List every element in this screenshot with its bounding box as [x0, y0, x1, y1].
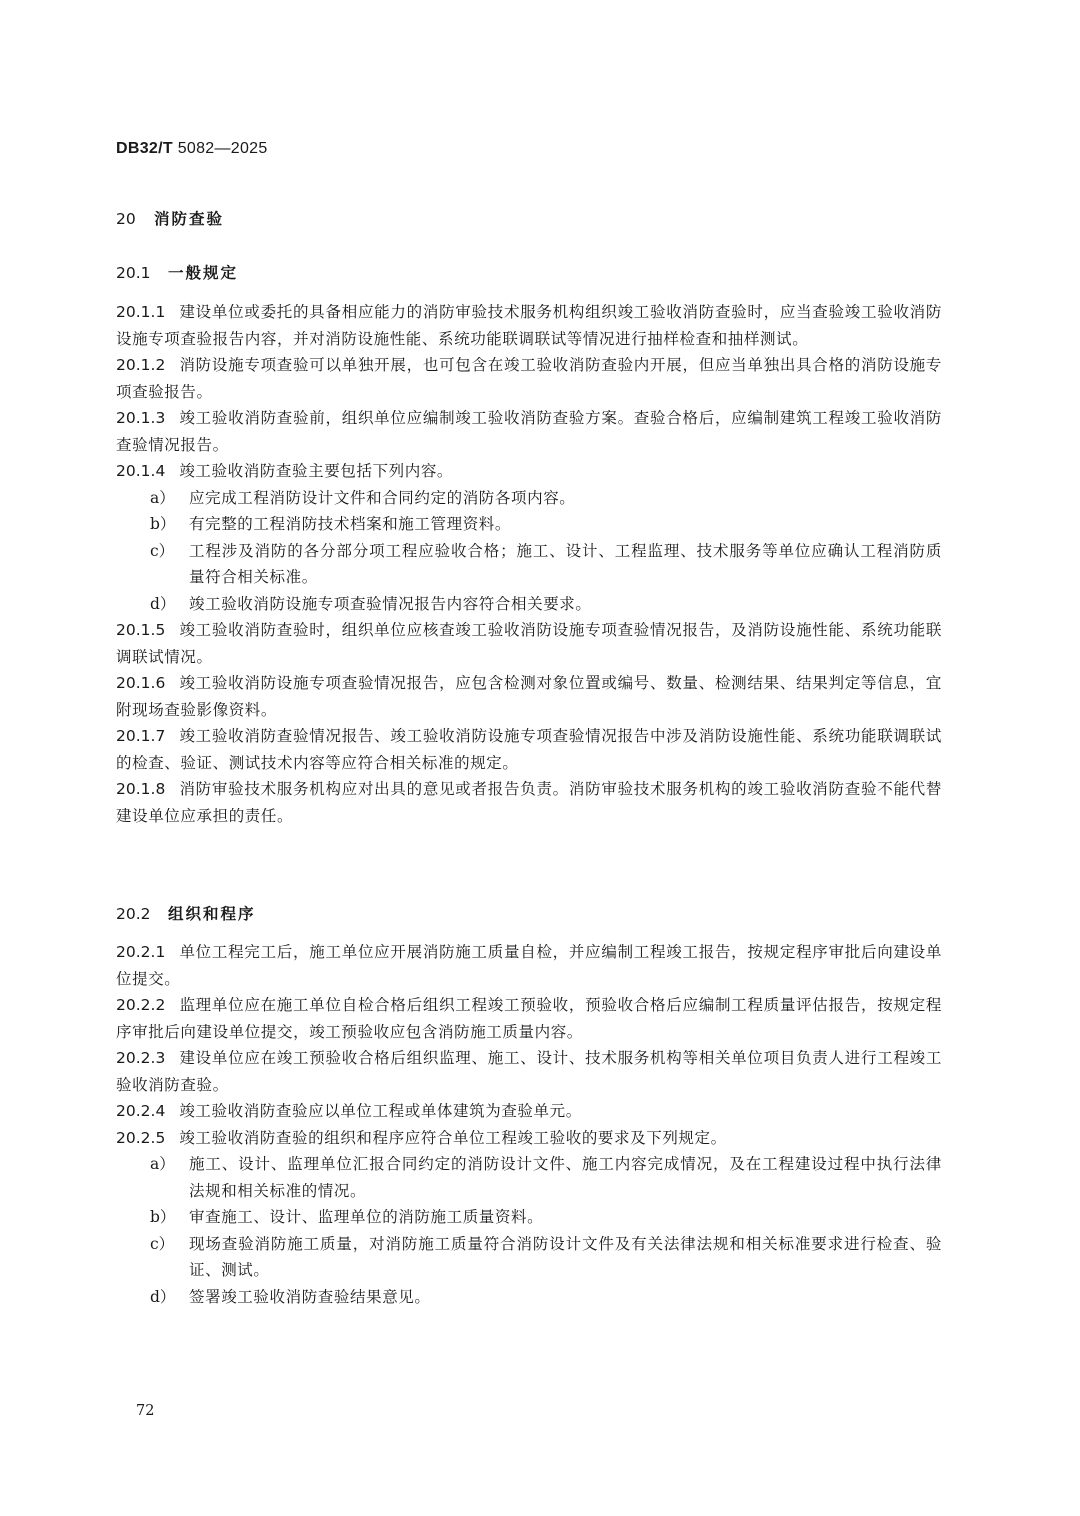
clause-20-2-1: 20.2.1 单位工程完工后，施工单位应开展消防施工质量自检，并应编制工程竣工报告，按规定程序审批后向建设单位提交。 — [116, 943, 942, 988]
clause-20-1-6: 20.1.6 竣工验收消防设施专项查验情况报告，应包含检测对象位置或编号、数量、检测结果、结果判定等信息，宜附现场查验影像资料。 — [116, 674, 942, 719]
list-item: d） 竣工验收消防设施专项查验情况报告内容符合相关要求。 — [150, 594, 592, 613]
list-item: b） 有完整的工程消防技术档案和施工管理资料。 — [150, 515, 512, 533]
page-number: 72 — [136, 1403, 155, 1419]
section-20-2-body — [116, 939, 942, 1310]
list-item: d） 签署竣工验收消防查验结果意见。 — [150, 1287, 431, 1306]
clause-20-1-4: 20.1.4 竣工验收消防查验主要包括下列内容。 — [116, 462, 454, 480]
section-title: 一般规定 — [168, 264, 239, 282]
standard-code-number: 5082—2025 — [177, 140, 268, 157]
list-item: a） 应完成工程消防设计文件和合同约定的消防各项内容。 — [150, 488, 576, 507]
document-page — [116, 0, 942, 1516]
section-20-1-body — [116, 299, 942, 829]
clause-20-1-2: 20.1.2 消防设施专项查验可以单独开展，也可包含在竣工验收消防查验内开展，但应当单独出具合格的消防设施专项查验报告。 — [116, 356, 942, 401]
chapter-title: 消防查验 — [154, 210, 225, 228]
chapter-heading — [116, 207, 224, 229]
section-number: 20.1 — [116, 264, 151, 282]
standard-code — [116, 140, 268, 158]
list-item: b） 审查施工、设计、监理单位的消防施工质量资料。 — [150, 1208, 544, 1226]
clause-20-1-5: 20.1.5 竣工验收消防查验时，组织单位应核查竣工验收消防设施专项查验情况报告，及消防设施性能、系统功能联调联试情况。 — [116, 621, 942, 666]
clause-20-2-3: 20.2.3 建设单位应在竣工预验收合格后组织监理、施工、设计、技术服务机构等相关单位项目负责人进行工程竣工验收消防查验。 — [116, 1049, 942, 1094]
section-heading-20-2 — [116, 902, 256, 924]
list-item: c） 现场查验消防施工质量，对消防施工质量符合消防设计文件及有关法律法规和相关标准要求进行检查、验证、测试。 — [150, 1234, 942, 1279]
clause-20-2-4: 20.2.4 竣工验收消防查验应以单位工程或单体建筑为查验单元。 — [116, 1102, 582, 1120]
standard-code-prefix: DB32/T — [116, 140, 173, 157]
clause-20-1-8: 20.1.8 消防审验技术服务机构应对出具的意见或者报告负责。消防审验技术服务机构的竣工验收消防查验不能代替建设单位应承担的责任。 — [116, 780, 942, 825]
clause-20-1-1: 20.1.1 建设单位或委托的具备相应能力的消防审验技术服务机构组织竣工验收消防查验时，应当查验竣工验收消防设施专项查验报告内容，并对消防设施性能、系统功能联调联试等情况进行抽样检查和抽样测试。 — [116, 303, 942, 348]
list-item: a） 施工、设计、监理单位汇报合同约定的消防设计文件、施工内容完成情况，及在工程建设过程中执行法律法规和相关标准的情况。 — [150, 1155, 942, 1200]
section-heading-20-1 — [116, 261, 238, 283]
clause-20-1-3: 20.1.3 竣工验收消防查验前，组织单位应编制竣工验收消防查验方案。查验合格后，应编制建筑工程竣工验收消防查验情况报告。 — [116, 409, 942, 454]
section-number: 20.2 — [116, 905, 151, 923]
chapter-number: 20 — [116, 210, 136, 228]
clause-20-2-5: 20.2.5 竣工验收消防查验的组织和程序应符合单位工程竣工验收的要求及下列规定。 — [116, 1128, 727, 1147]
section-title: 组织和程序 — [168, 905, 256, 923]
list-item: c） 工程涉及消防的各分部分项工程应验收合格；施工、设计、工程监理、技术服务等单位应确认工程消防质量符合相关标准。 — [150, 541, 942, 586]
clause-20-1-7: 20.1.7 竣工验收消防查验情况报告、竣工验收消防设施专项查验情况报告中涉及消防设施性能、系统功能联调联试的检查、验证、测试技术内容等应符合相关标准的规定。 — [116, 727, 942, 772]
clause-20-2-2: 20.2.2 监理单位应在施工单位自检合格后组织工程竣工预验收，预验收合格后应编制工程质量评估报告，按规定程序审批后向建设单位提交，竣工预验收应包含消防施工质量内容。 — [116, 996, 942, 1041]
